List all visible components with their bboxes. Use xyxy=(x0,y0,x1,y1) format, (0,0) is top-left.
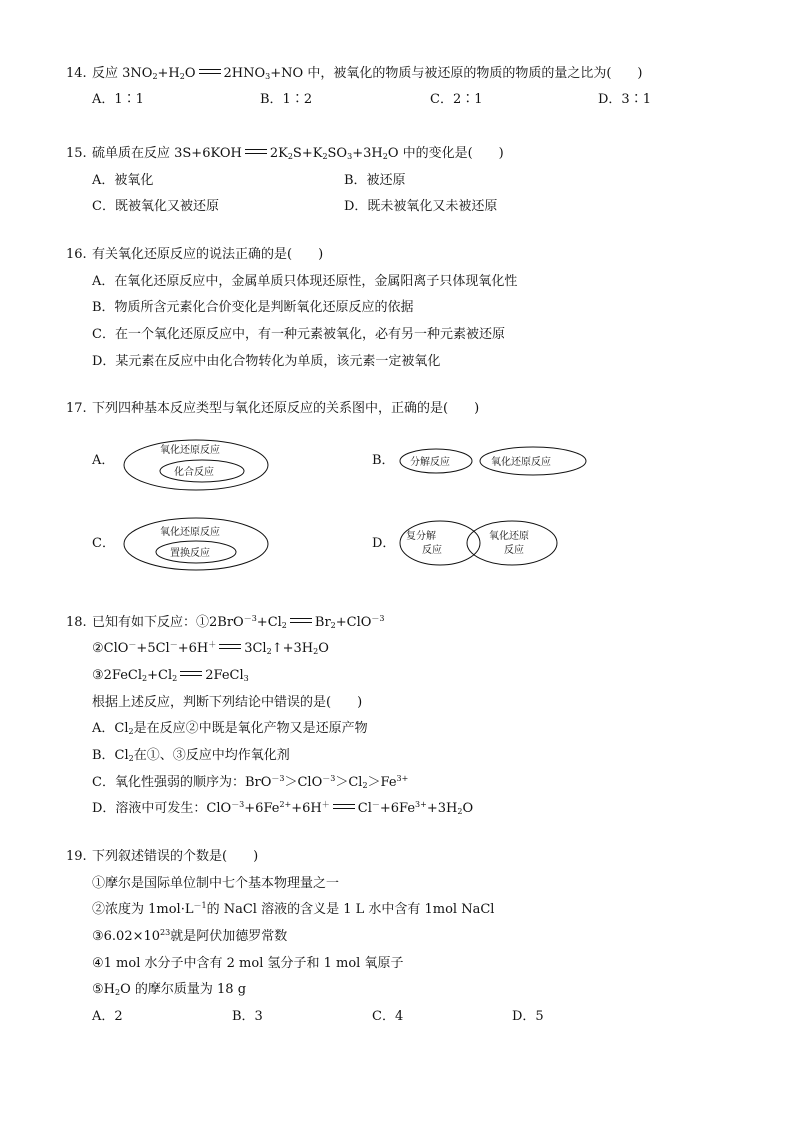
q17-diagram-b xyxy=(396,444,590,478)
q14-number: 14. xyxy=(66,66,87,81)
q18-text: ↑+3H xyxy=(271,641,314,656)
equals-sign xyxy=(333,804,355,809)
q18-sup: －3 xyxy=(271,774,285,783)
q18-sup: 3+ xyxy=(396,774,409,783)
q18-line2 xyxy=(92,641,329,657)
q15-text-a: 硫单质在反应 3S+6KOH xyxy=(92,146,242,161)
diagram-a-inner-label: 化合反应 xyxy=(174,467,214,478)
q18-sup: 3+ xyxy=(415,800,427,809)
q19-text: 的 NaCl 溶液的含义是 1 L 水中含有 1mol NaCl xyxy=(206,902,495,917)
q18-sup: －3 xyxy=(243,614,257,623)
diagram-d-left-label-2: 反应 xyxy=(422,545,442,556)
q19-number: 19. xyxy=(66,849,87,864)
q14-sub: 3 xyxy=(265,72,271,81)
q18-text: +Cl xyxy=(256,615,282,630)
diagram-c-inner-label: 置换反应 xyxy=(170,548,210,559)
q18-text: 是在反应②中既是氧化产物又是还原产物 xyxy=(133,721,368,736)
q18-text: +3H xyxy=(426,801,458,816)
q15-text-d: SO xyxy=(327,146,348,161)
q18-sub: 3 xyxy=(243,674,249,683)
equals-sign xyxy=(199,69,221,74)
q15-sub: 3 xyxy=(347,152,353,161)
q18-option-d[interactable] xyxy=(92,801,473,817)
q18-sup: 2+ xyxy=(279,800,292,809)
q19-option-d[interactable]: D．5 xyxy=(512,1009,544,1024)
q18-text: +5Cl xyxy=(136,641,170,656)
q18-text: +ClO xyxy=(335,615,372,630)
diagram-b-right-label: 氧化还原反应 xyxy=(491,457,551,468)
diagram-c-outer-label: 氧化还原反应 xyxy=(160,527,220,538)
q14-option-a[interactable]: A．1∶1 xyxy=(92,92,144,107)
equals-sign xyxy=(290,618,312,623)
q17-stem xyxy=(66,401,479,417)
q16-option-a[interactable]: A．在氧化还原反应中，金属单质只体现还原性，金属阳离子只体现氧化性 xyxy=(92,274,518,289)
q14-text-e: +NO 中，被氧化的物质与被还原的物质的物质的量之比为( ) xyxy=(270,66,643,81)
q18-text: 在①、③反应中均作氧化剂 xyxy=(133,748,290,763)
q18-sup: －3 xyxy=(322,774,336,783)
q19-item-5 xyxy=(92,982,246,998)
q15-option-a[interactable]: A．被氧化 xyxy=(92,173,154,188)
q14-text-c: O xyxy=(184,66,196,81)
q16-option-d[interactable]: D．某元素在反应中由化合物转化为单质，该元素一定被氧化 xyxy=(92,354,441,369)
equals-sign xyxy=(219,644,241,649)
q19-sup: －1 xyxy=(193,901,207,910)
q19-stem xyxy=(66,849,258,865)
q19-text: 就是阿伏加德罗常数 xyxy=(170,929,288,944)
q15-number: 15. xyxy=(66,146,87,161)
diagram-a-outer-label: 氧化还原反应 xyxy=(160,445,220,456)
q18-text: B．Cl xyxy=(92,748,129,763)
q18-sup: － xyxy=(371,800,380,809)
q17-option-c-letter[interactable]: C． xyxy=(92,536,115,551)
q17-diagram-c xyxy=(120,513,276,573)
q18-sub: 2 xyxy=(362,781,368,790)
q16-stem xyxy=(66,247,323,263)
q14-option-d[interactable]: D．3∶1 xyxy=(598,92,651,107)
left-ellipse xyxy=(400,521,480,565)
q15-text-f: O 中的变化是( ) xyxy=(387,146,504,161)
q19-sup: 23 xyxy=(160,928,171,937)
q17-diagram-d xyxy=(396,517,562,569)
q17-option-b-letter[interactable]: B． xyxy=(372,453,395,468)
q19-item-3 xyxy=(92,929,287,945)
q15-text-c: S+K xyxy=(292,146,323,161)
q18-sub: 2 xyxy=(172,674,178,683)
q18-sub: 2 xyxy=(142,674,148,683)
q18-sup: ＋ xyxy=(321,800,330,809)
q16-number: 16. xyxy=(66,247,87,262)
q18-sup: ＋ xyxy=(208,640,217,649)
q18-text: +6Fe xyxy=(379,801,416,816)
q18-stem: 根据上述反应，判断下列结论中错误的是( ) xyxy=(92,695,363,710)
q19-text: ②浓度为 1mol·L xyxy=(92,902,194,917)
q18-line3 xyxy=(92,668,249,684)
q16-option-b[interactable]: B．物质所含元素化合价变化是判断氧化还原反应的依据 xyxy=(92,300,414,315)
q18-text: O xyxy=(462,801,474,816)
equals-sign xyxy=(245,149,267,154)
q18-text: ②ClO xyxy=(92,641,129,656)
q19-text: O 的摩尔质量为 18 g xyxy=(120,982,247,997)
q18-sub: 2 xyxy=(281,621,287,630)
q19-text: ⑤H xyxy=(92,982,115,997)
q19-item-2 xyxy=(92,902,494,918)
q18-text: +6Fe xyxy=(244,801,280,816)
equals-sign xyxy=(180,671,202,676)
q18-text: D．溶液中可发生：ClO xyxy=(92,801,232,816)
q18-text: O xyxy=(318,641,329,656)
q18-text: +6H xyxy=(291,801,322,816)
q19-item-4: ④1 mol 水分子中含有 2 mol 氢分子和 1 mol 氧原子 xyxy=(92,956,404,971)
q18-sup: －3 xyxy=(371,614,385,623)
q18-option-c[interactable] xyxy=(92,775,408,791)
q18-option-a[interactable] xyxy=(92,721,368,737)
q18-sub: 2 xyxy=(457,807,463,816)
q19-option-a[interactable]: A．2 xyxy=(92,1009,123,1024)
q14-text-a: 反应 3NO xyxy=(92,66,153,81)
q18-text: C．氧化性强弱的顺序为：BrO xyxy=(92,775,272,790)
q18-text: A．Cl xyxy=(92,721,129,736)
q14-option-c[interactable]: C．2∶1 xyxy=(430,92,483,107)
q18-option-b[interactable] xyxy=(92,748,290,764)
q19-text: ③6.02×10 xyxy=(92,929,161,944)
q18-sub: 2 xyxy=(313,647,319,656)
q18-sup: － xyxy=(128,640,137,649)
q15-option-b[interactable]: B．被还原 xyxy=(344,173,406,188)
diagram-d-left-label-1: 复分解 xyxy=(406,531,436,542)
q14-text-b: +H xyxy=(157,66,180,81)
q14-sub: 2 xyxy=(179,72,185,81)
q19-sub: 2 xyxy=(115,988,121,997)
q18-text: Br xyxy=(314,615,331,630)
q19-item-1: ①摩尔是国际单位制中七个基本物理量之一 xyxy=(92,876,340,891)
q18-sub: 2 xyxy=(266,647,272,656)
q15-option-c[interactable]: C．既被氧化又被还原 xyxy=(92,199,219,214)
q18-text: ＞Fe xyxy=(367,775,397,790)
q18-text: +Cl xyxy=(147,668,173,683)
q15-sub: 2 xyxy=(322,152,328,161)
q18-sub: 2 xyxy=(128,727,134,736)
diagram-b-left-label: 分解反应 xyxy=(410,457,450,468)
q14-option-b[interactable]: B．1∶2 xyxy=(260,92,313,107)
q19-option-c[interactable]: C．4 xyxy=(372,1009,404,1024)
q15-option-d[interactable]: D．既未被氧化又未被还原 xyxy=(344,199,498,214)
q17-number: 17. xyxy=(66,401,87,416)
q15-sub: 2 xyxy=(382,152,388,161)
outer-ellipse xyxy=(124,518,268,570)
q19-stem-text: 下列叙述错误的个数是( ) xyxy=(92,849,259,864)
q18-text: ＞Cl xyxy=(335,775,363,790)
q18-line1 xyxy=(66,615,385,631)
q15-sub: 2 xyxy=(287,152,293,161)
q18-text: ③2FeCl xyxy=(92,668,143,683)
diagram-d-right-label-2: 反应 xyxy=(504,545,524,556)
diagram-d-right-label-1: 氧化还原 xyxy=(489,531,529,542)
q17-stem-text: 下列四种基本反应类型与氧化还原反应的关系图中，正确的是( ) xyxy=(92,401,480,416)
q17-option-a-letter[interactable]: A． xyxy=(92,453,115,468)
q18-text: 3Cl xyxy=(244,641,267,656)
q18-sub: 2 xyxy=(330,621,336,630)
q18-sub: 2 xyxy=(128,754,134,763)
q14-stem xyxy=(66,66,642,82)
q16-option-c[interactable]: C．在一个氧化还原反应中，有一种元素被氧化，必有另一种元素被还原 xyxy=(92,327,505,342)
q18-sup: －3 xyxy=(231,800,245,809)
q18-number: 18. xyxy=(66,615,87,630)
q18-text: ＞ClO xyxy=(284,775,323,790)
q17-diagram-a xyxy=(120,436,276,496)
q18-text: 已知有如下反应：①2BrO xyxy=(92,615,244,630)
q18-text: Cl xyxy=(357,801,372,816)
q17-option-d-letter[interactable]: D． xyxy=(372,536,396,551)
q18-sup: － xyxy=(169,640,178,649)
q14-sub: 2 xyxy=(152,72,158,81)
q19-option-b[interactable]: B．3 xyxy=(232,1009,263,1024)
q16-stem-text: 有关氧化还原反应的说法正确的是( ) xyxy=(92,247,324,262)
q15-stem xyxy=(66,146,504,162)
q15-text-b: 2K xyxy=(269,146,288,161)
q18-text: 2FeCl xyxy=(205,668,244,683)
q15-text-e: +3H xyxy=(352,146,383,161)
q18-text: +6H xyxy=(177,641,209,656)
q14-text-d: 2HNO xyxy=(223,66,266,81)
